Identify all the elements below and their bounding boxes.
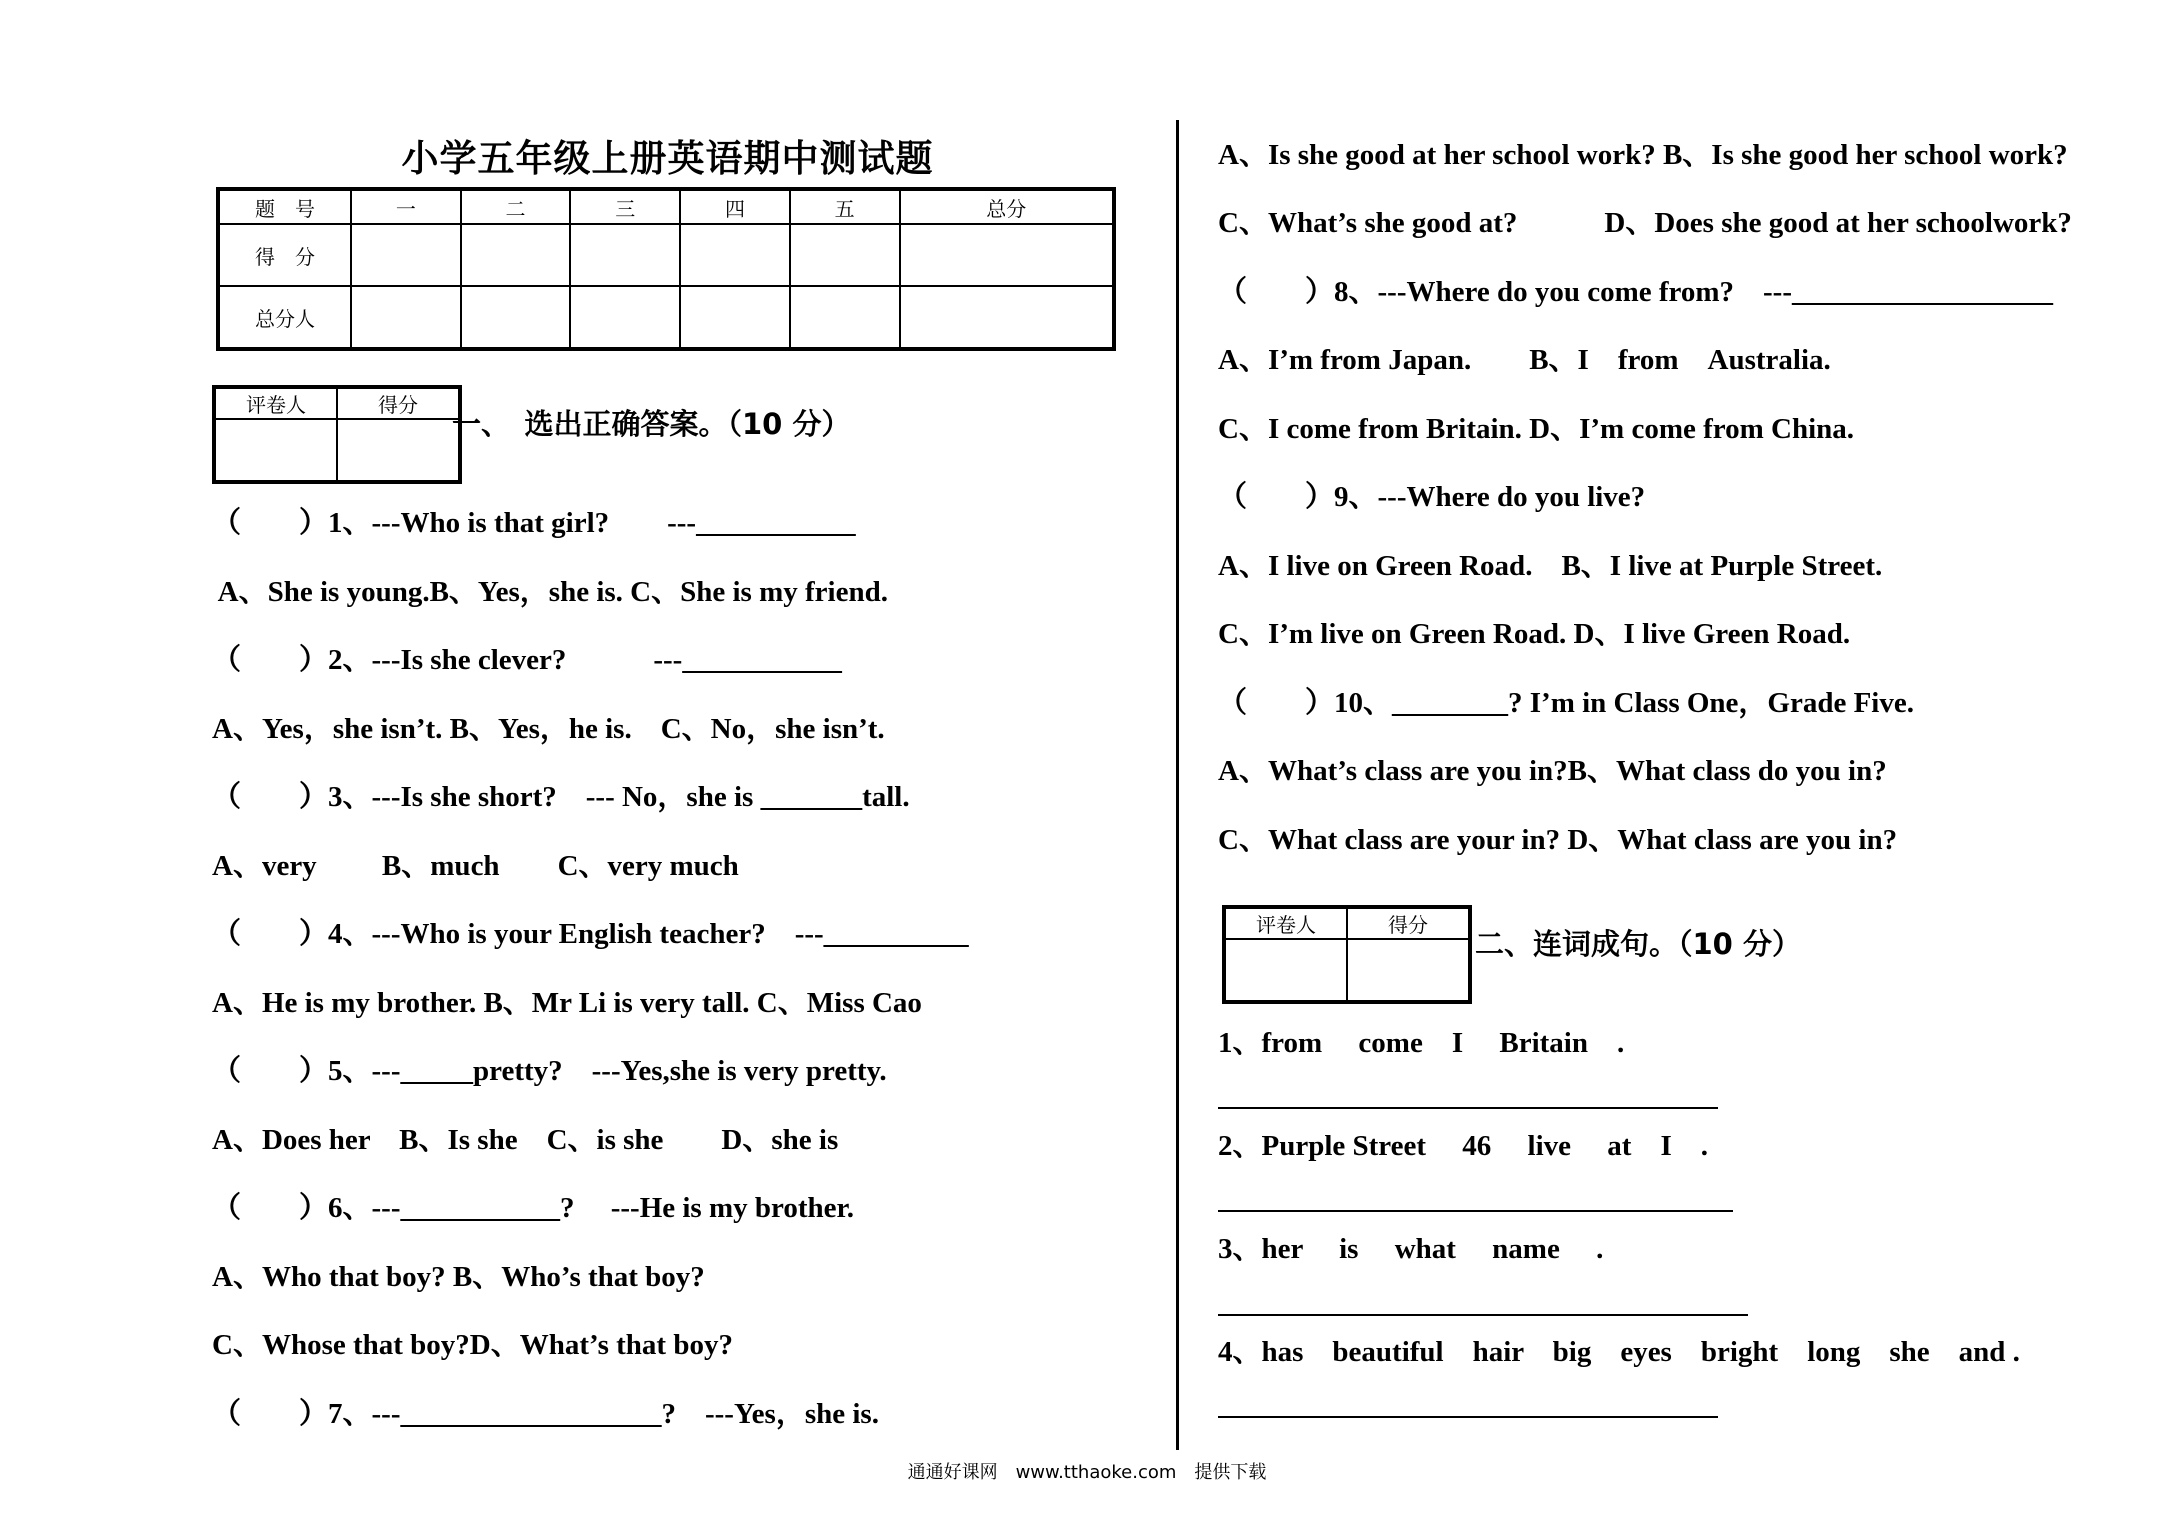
- grader-cell: [337, 419, 460, 482]
- sentence-item: 4、has beautiful hair big eyes bright long she and .: [1218, 1336, 2020, 1368]
- score-table-header-row: [218, 189, 1114, 224]
- sentence-item: 3、her is what name .: [1218, 1233, 1604, 1265]
- score-cell: [570, 286, 680, 349]
- answer-line[interactable]: [1218, 1314, 1748, 1316]
- option-line: C、What’s she good at? D、Does she good at her schoolwork?: [1218, 207, 2072, 239]
- score-cell: [900, 224, 1114, 286]
- option-line: A、very B、much C、very much: [212, 850, 739, 882]
- grader-header: 得分: [337, 387, 460, 419]
- option-line: A、I’m from Japan. B、I from Australia.: [1218, 344, 1831, 376]
- question-line: （ ）6、---___________? ---He is my brother.: [212, 1192, 854, 1224]
- score-header-cell: 三: [570, 189, 680, 224]
- question-line: （ ）5、---_____pretty? ---Yes,she is very pretty.: [212, 1055, 887, 1087]
- option-line: A、Yes，she isn’t. B、Yes，he is. C、No，she isn’t.: [212, 713, 885, 745]
- score-header-cell: 一: [351, 189, 461, 224]
- score-header-cell: 四: [680, 189, 790, 224]
- option-line: A、Does her B、Is she C、is she D、she is: [212, 1124, 839, 1156]
- section2-heading: 二、连词成句。（10 分）: [1475, 927, 1801, 961]
- answer-line[interactable]: [1218, 1210, 1733, 1212]
- sentence-item: 2、Purple Street 46 live at I .: [1218, 1130, 1708, 1162]
- answer-line[interactable]: [1218, 1107, 1718, 1109]
- question-line: （ ）2、---Is she clever? ---___________: [212, 644, 842, 676]
- option-line: C、I come from Britain. D、I’m come from China.: [1218, 413, 1855, 445]
- score-table: [216, 187, 1116, 351]
- section1-heading: 一、 选出正确答案。（10 分）: [452, 407, 851, 441]
- option-line: A、He is my brother. B、Mr Li is very tall. C、Miss Cao: [212, 987, 922, 1019]
- option-line: C、I’m live on Green Road. D、I live Green Road.: [1218, 618, 1851, 650]
- score-cell: [351, 286, 461, 349]
- grader-cell: [1347, 939, 1470, 1002]
- option-line: A、Is she good at her school work? B、Is she good her school work?: [1218, 139, 2068, 171]
- option-line: A、She is young.B、Yes，she is. C、She is my friend.: [212, 576, 888, 608]
- option-line: A、What’s class are you in?B、What class do you in?: [1218, 755, 1887, 787]
- option-line: C、What class are your in? D、What class are you in?: [1218, 824, 1898, 856]
- score-cell: [680, 224, 790, 286]
- score-cell: [461, 224, 571, 286]
- score-cell: [351, 224, 461, 286]
- question-line: （ ）1、---Who is that girl? ---___________: [212, 507, 856, 539]
- score-cell: [570, 224, 680, 286]
- question-line: （ ）7、---__________________? ---Yes，she is.: [212, 1398, 879, 1430]
- score-header-cell: 总分: [900, 189, 1114, 224]
- grader-box-section1: [212, 385, 462, 484]
- grader-header: 评卷人: [1224, 907, 1347, 939]
- question-line: （ ）8、---Where do you come from? ---__________________: [1218, 276, 2053, 308]
- question-line: （ ）9、---Where do you live?: [1218, 481, 1646, 513]
- answer-line[interactable]: [1218, 1416, 1718, 1418]
- score-header-cell: 题 号: [218, 189, 351, 224]
- score-cell: [680, 286, 790, 349]
- footer-credit: 通通好课网 www.tthaoke.com 提供下载: [907, 1462, 1267, 1483]
- score-cell: [900, 286, 1114, 349]
- option-line: C、Whose that boy?D、What’s that boy?: [212, 1329, 733, 1361]
- score-header-cell: 二: [461, 189, 571, 224]
- score-cell: [461, 286, 571, 349]
- option-line: A、Who that boy? B、Who’s that boy?: [212, 1261, 705, 1293]
- score-cell: [790, 286, 900, 349]
- option-line: A、I live on Green Road. B、I live at Purple Street.: [1218, 550, 1883, 582]
- question-line: （ ）3、---Is she short? --- No，she is _______tall.: [212, 781, 910, 813]
- grader-box-section2: [1222, 905, 1472, 1004]
- grader-cell: [214, 419, 337, 482]
- sentence-item: 1、from come I Britain .: [1218, 1027, 1625, 1059]
- score-cell: [790, 224, 900, 286]
- score-row-label: 总分人: [218, 286, 351, 349]
- score-header-cell: 五: [790, 189, 900, 224]
- score-table-row: [218, 286, 1114, 349]
- grader-header: 评卷人: [214, 387, 337, 419]
- column-divider: [1176, 120, 1179, 1450]
- question-line: （ ）4、---Who is your English teacher? ---__________: [212, 918, 969, 950]
- question-line: （ ）10、________? I’m in Class One，Grade Five.: [1218, 687, 1914, 719]
- score-row-label: 得 分: [218, 224, 351, 286]
- page-title: 小学五年级上册英语期中测试题: [401, 137, 934, 180]
- grader-header: 得分: [1347, 907, 1470, 939]
- score-table-row: [218, 224, 1114, 286]
- grader-cell: [1224, 939, 1347, 1002]
